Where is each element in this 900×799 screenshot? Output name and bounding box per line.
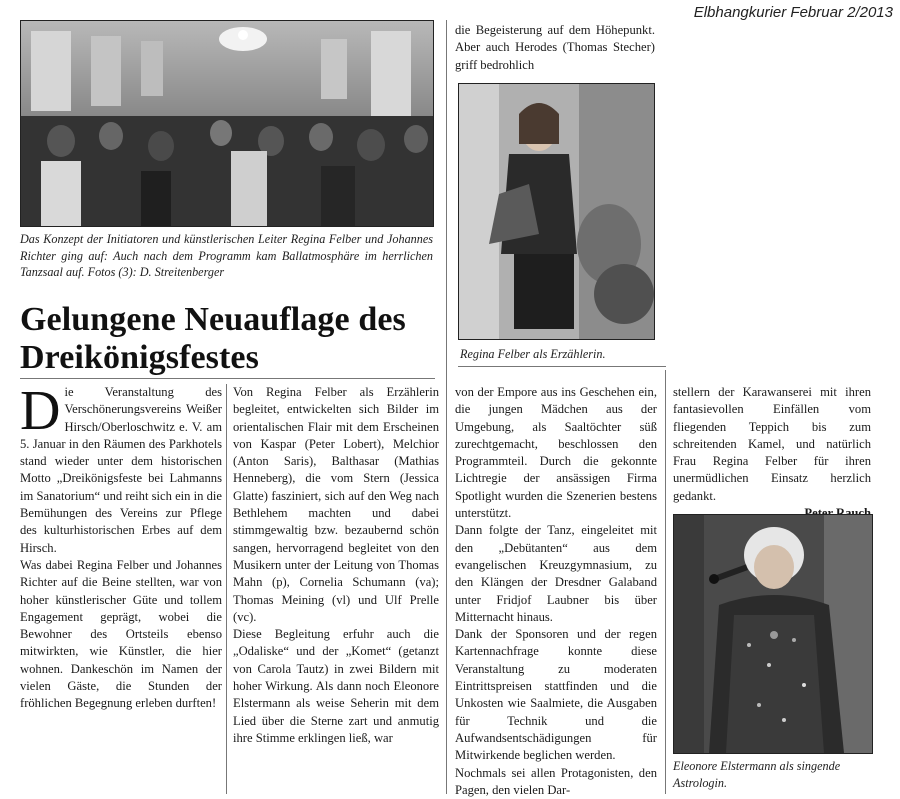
column-2-paragraph-1: Von Regina Felber als Erzählerin begleitet, entwickelten sich Bilder im orientalischen Flair mit dem Erscheinen von Kaspar (Peter Lobert), Melchior (Anton Saris), Balthasar (Mathias Henneberg), die vom Stern (Jessica Glatte) fasziniert, sich auf den Weg nach Bethlehem machten und dabei stimmgewaltig bzw. bezaubernd schön sangen, hervorragend begleitet von den Musikern unter der Leitung von Thomas Mahn (p), Cornelia Schumann (va); Thomas Meining (vl) und Ulf Prelle (vc). <box>233 385 439 624</box>
headline-rule <box>20 378 435 379</box>
drop-cap: D <box>20 380 61 442</box>
column-divider-2 <box>446 20 447 794</box>
column-divider-3 <box>665 370 666 794</box>
column-1-paragraph-2: Was dabei Regina Felber und Johannes Richter auf die Beine stellten, war von hoher künstlerischer Güte und tollem Engagement geprägt, wobei die Bewohner des Ortsteils ebenso mitwirkten, wie Künstler, die hier wohnen. Dankeschön im Namen der vielen Gäste, die Stunden der fröhlichen Begegnung erleben durften! <box>20 557 222 711</box>
column-4 <box>673 384 871 522</box>
column-3-paragraph-1: von der Empore aus ins Geschehen ein, die jungen Mädchen aus der Umgebung, als Saaltöchter süß zurechtgemacht, beschlossen den Programmteil. Durch die gekonnte Lichtregie der ansässigen Firma Spotlight wurden die Szenerien bestens unterstützt. <box>455 385 657 521</box>
column-3-paragraph-3: Dank der Sponsoren und der regen Kartennachfrage konnte diese Veranstaltung zu moderaten Eintrittspreisen stattfinden und die Unkosten wie Saalmiete, die Ausgaben für Technik und die Aufwandsentschädigungen für Mitwirkende beglichen werden. <box>455 627 657 763</box>
column-2-paragraph-2: Diese Begleitung erfuhr auch die „Odaliske“ und der „Komet“ (getanzt von Carola Tautz) in zwei Bildern mit hoher Wirkung. Als dann noch Eleonore Elstermann als weise Seherin mit dem Lied über die Sterne zart und anmutig ihre Stimme erklingen ließ, war <box>233 627 439 745</box>
column-3-paragraph-2: Dann folgte der Tanz, eingeleitet mit den „Debütanten“ aus dem evangelischen Kreuzgymnasium, zu den Klängen der Dresdner Galaband unter Fridjof Laubner bis über Mitternacht hinaus. <box>455 523 657 624</box>
narrator-image <box>459 84 654 339</box>
ballroom-photo <box>20 20 434 227</box>
singer-photo <box>673 514 873 754</box>
singer-image <box>674 515 872 753</box>
ballroom-caption: Das Konzept der Initiatoren und künstlerischen Leiter Regina Felber und Johannes Richter ging auf: Auch nach dem Programm kam Ballatmosphäre im herrlichen Tanzsaal auf. Fotos (3): D. Streitenberger <box>20 232 433 279</box>
column-divider-1 <box>226 384 227 794</box>
singer-caption: Eleonore Elstermann als singende Astrologin. <box>673 759 841 790</box>
article-headline: Gelungene Neuauflage des Dreikönigsfestes <box>20 301 406 376</box>
column-2 <box>233 384 439 747</box>
ballroom-image <box>21 21 433 226</box>
narrator-caption: Regina Felber als Erzählerin. <box>460 347 606 361</box>
caption-rule <box>458 366 666 367</box>
column-3-paragraph-4: Nochmals sei allen Protagonisten, den Pagen, den vielen Dar- <box>455 765 657 797</box>
narrator-photo <box>458 83 655 340</box>
column-3 <box>455 384 657 799</box>
masthead: Elbhangkurier Februar 2/2013 <box>693 4 893 21</box>
column-3-top: die Begeisterung auf dem Höhepunkt. Aber auch Herodes (Thomas Stecher) griff bedrohlich <box>455 23 655 72</box>
column-1-paragraph-1: Die Veranstaltung des Verschönerungsvereins Weißer Hirsch/Oberloschwitz e. V. am 5. Januar in den Räumen des Parkhotels stand wieder unter dem historischen Motto „Dreikönigsfeste bei Lahmanns im Sanatorium“ und reiht sich ein in die Bemühungen des Vereins zur Pflege des kulturhistorischen Erbes auf dem Hirsch. <box>20 380 222 555</box>
column-4-text: stellern der Karawanserei mit ihren fantasievollen Einfällen vom fliegenden Teppich bis zum schreitenden Kamel, und natürlich Frau Regina Felber für ihren unermüdlichen Einsatz herzlich gedankt. <box>673 385 871 503</box>
column-1 <box>20 380 222 713</box>
